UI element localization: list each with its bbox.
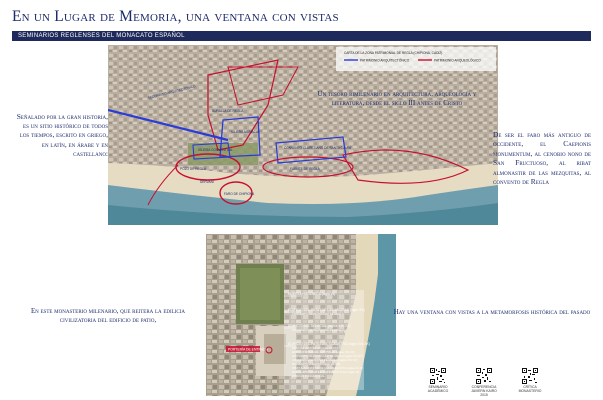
sub-2: EDIFICIO HISTÓRICO (siglo VII-XX) — [292, 346, 338, 350]
qr-label-3: CRÍTICA MONASTERIO — [518, 385, 542, 393]
qr-label-1: SEMINARIO ACADÉMICO — [427, 385, 449, 393]
center-caption: Un tesoro bimilenario en arquitectura, arqueología y literatura, desde el siglo III antes de Cristo — [317, 90, 477, 107]
label-area2: IGLESIA CONVENTUAL — [198, 148, 233, 152]
label-area1: BURALLA DE REGLA — [212, 109, 244, 113]
bottom-right-caption: Hay una ventana con vistas a la metamorfosis histórica del pasado — [393, 308, 591, 316]
legend-item-blue: PATRIMONIO ARQUITECTÓNICO — [360, 58, 410, 63]
sub-8: MONACATO NONO DE SAN FRUCTUOSO (siglo VII) — [292, 370, 360, 374]
annotation-4: EDIFICIO DEL PATIO DEL CLAUSTRO (siglo XVI-XX) — [288, 342, 370, 346]
label-area7: IGLESIA MONACAL — [231, 130, 260, 134]
annotation-2: EDIFICIO DEL PATIO DE LAS MIGRIAS (siglo XX) — [288, 308, 365, 312]
annotation-3-sub: CONVENTO FRANCISCANO DE REGLA — [292, 328, 344, 332]
bottom-aerial-map — [206, 234, 396, 396]
header-subtitle: SEMINARIOS REGLENSES DEL MONACATO ESPAÑOL — [18, 33, 185, 39]
label-area4: POZO DE REGLA — [180, 167, 207, 171]
page-title: En un Lugar de Memoria, una ventana con vistas — [12, 8, 339, 25]
red-label: PORTERÍA DE ENTRADA — [228, 347, 268, 352]
sub-4: CONVENTO FRANCISCANO DE REGLA (siglos XIV-XV) — [292, 354, 364, 358]
legend-item-red: PATRIMONIO ARQUEOLÓGICO — [434, 58, 481, 63]
annotation-1: HUERTA HISTÓRICA (siglo VI) — [288, 292, 335, 296]
right-caption: De ser el faro más antiguo de occidente, el Caepionis monumentum, al cenobio nono de San Fructuoso, al ribat almonastir de las mezquitas, al convento de Regla — [493, 130, 591, 187]
top-map-svg — [108, 45, 498, 225]
top-aerial-map — [108, 45, 498, 225]
annotation-2-sub: CONVENTO FRANCISCANO DE REGLA — [292, 312, 344, 316]
bottom-left-caption: En este monasterio milenario, que reitera la edilicia civilizatoria del edificio de patio, — [30, 308, 186, 324]
sub-3: EDIFICIO MONACAL CAPITULAR (siglos XIV-XV) — [292, 350, 355, 354]
label-area5: FUENTE DE REGLA — [290, 167, 320, 171]
sub-9: EDIFICIO FUNDACIONAL — [292, 374, 325, 378]
left-caption: Señalado por la gran historia, es un sitio histórico de todos los tiempos, escrito en griego, en latín, en árabe y en castellano: — [16, 112, 108, 158]
label-area8: DERVANI — [200, 180, 214, 184]
sub-6: MONACATO VISIGODO (siglo VII-VIII) — [292, 362, 341, 366]
legend-title: CARTA DE LA ZONA PATRIMONIAL DE REGLA (CHIPIONA, CÁDIZ) — [344, 51, 443, 55]
sub-5: CONVENTO AGUSTINO DE REGLA (siglos XIV-XV) — [292, 358, 358, 362]
label-blue-line: RECORRIDO ARQUITECTÓNICO — [147, 84, 196, 100]
qr-code-1[interactable] — [430, 368, 446, 384]
qr-icon — [522, 368, 538, 384]
qr-code-2[interactable] — [476, 368, 492, 384]
label-area9: FARO DE CHIPIONA — [224, 192, 255, 196]
sub-7: RIBAT ALMONASTIR DE LAS MEZQUITAS (siglos IX-XI) — [292, 366, 364, 370]
qr-icon — [476, 368, 492, 384]
bottom-map-svg — [206, 234, 396, 396]
label-area3: CONVENTO CLARETIANO DE SANTA CLARA — [284, 146, 352, 150]
qr-icon — [430, 368, 446, 384]
annotation-3: EDIFICIO DEL NOVICIAL (siglos XIX-XX) — [288, 324, 351, 328]
qr-label-2: CONFERENCIA JAVIERN KAIRO 2015 — [471, 385, 497, 397]
qr-code-3[interactable] — [522, 368, 538, 384]
